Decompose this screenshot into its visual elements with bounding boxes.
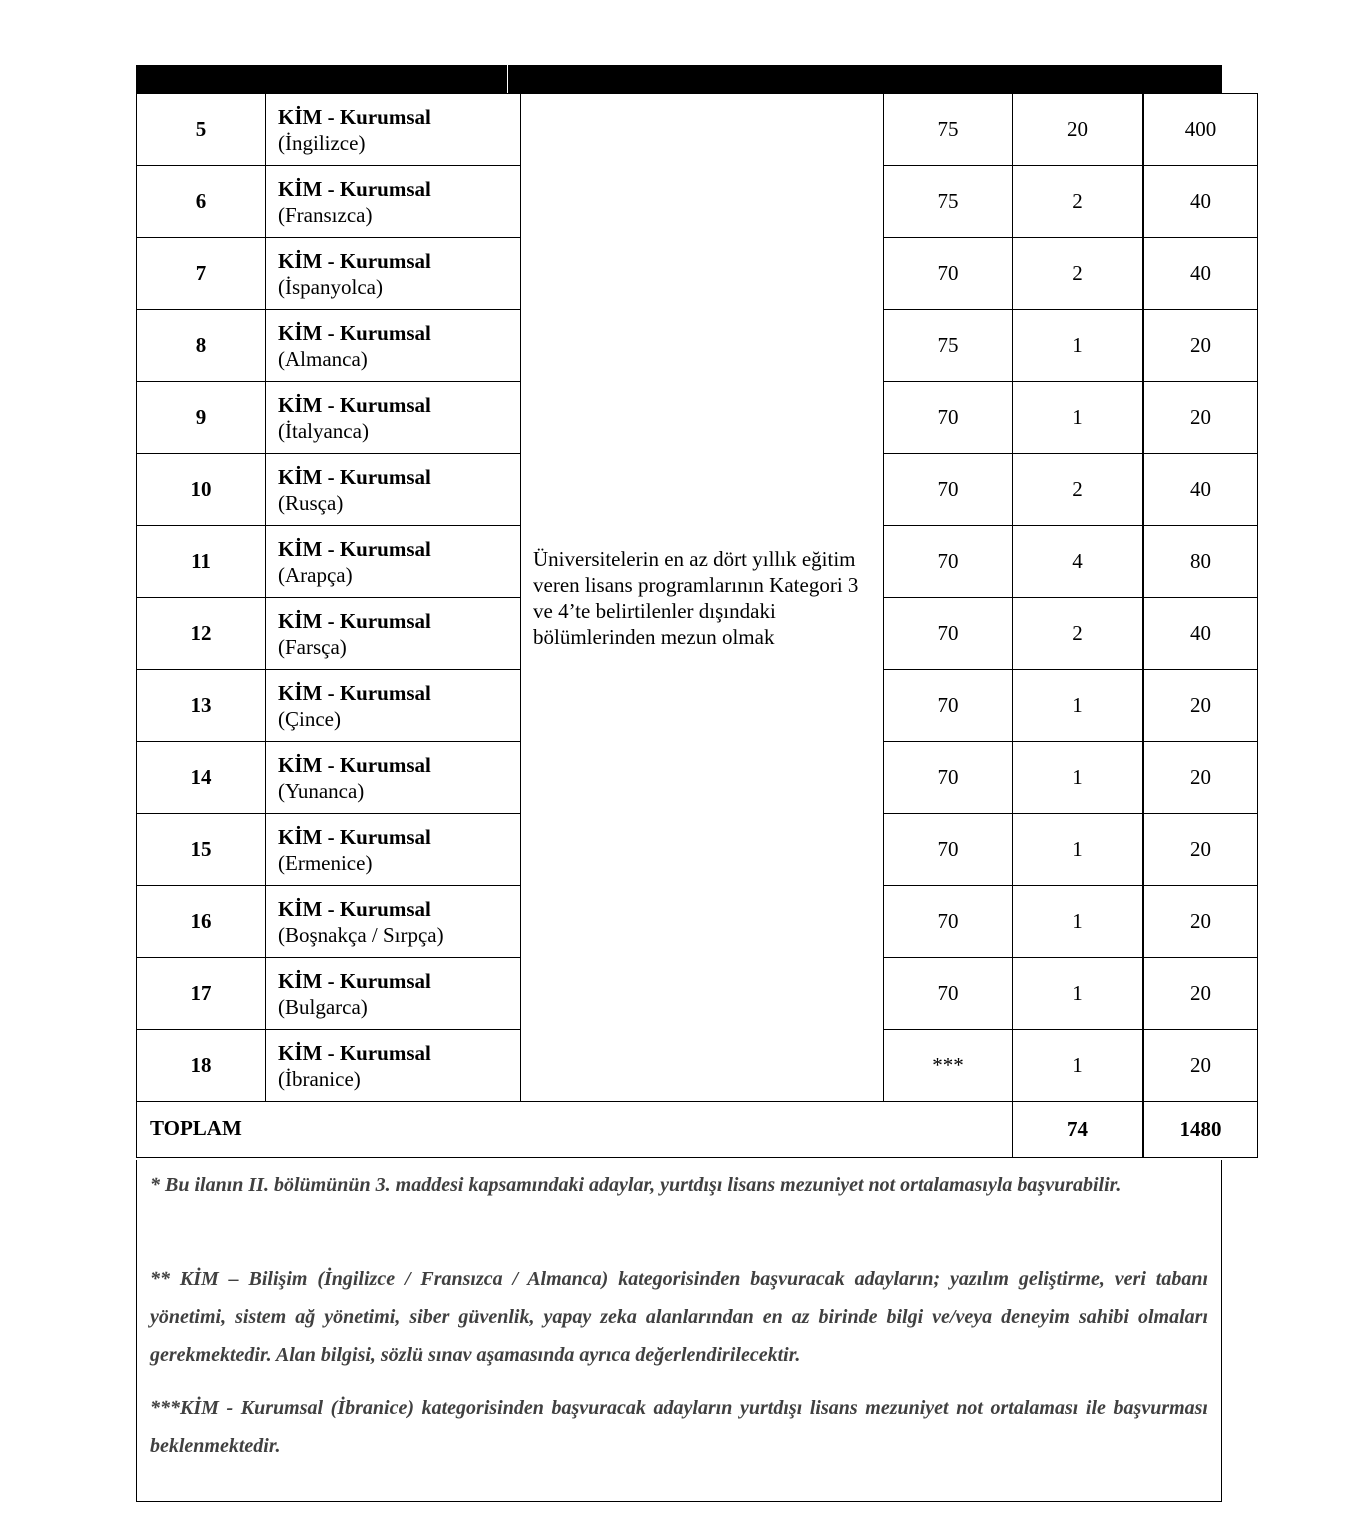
row-number: 18 <box>137 1030 266 1102</box>
candidate-count: 400 <box>1143 94 1258 166</box>
quota: 2 <box>1013 598 1144 670</box>
candidate-count: 20 <box>1143 958 1258 1030</box>
category-language: (Bulgarca) <box>278 994 368 1019</box>
row-number: 13 <box>137 670 266 742</box>
candidate-count: 20 <box>1143 670 1258 742</box>
min-score: 70 <box>884 238 1013 310</box>
category-language: (Farsça) <box>278 634 347 659</box>
category-name: KİM - Kurumsal <box>278 392 431 417</box>
category-name: KİM - Kurumsal <box>278 1040 431 1065</box>
category-name: KİM - Kurumsal <box>278 320 431 345</box>
candidate-count: 40 <box>1143 166 1258 238</box>
quota: 1 <box>1013 886 1144 958</box>
candidate-count: 40 <box>1143 454 1258 526</box>
table-row <box>137 94 1258 166</box>
category-name: KİM - Kurumsal <box>278 752 431 777</box>
category-cell <box>266 958 521 1030</box>
quota: 2 <box>1013 238 1144 310</box>
total-quota: 74 <box>1013 1102 1144 1158</box>
quota: 1 <box>1013 1030 1144 1102</box>
category-language: (Boşnakça / Sırpça) <box>278 922 444 947</box>
category-cell <box>266 742 521 814</box>
quota: 2 <box>1013 166 1144 238</box>
category-cell <box>266 310 521 382</box>
category-language: (Almanca) <box>278 346 368 371</box>
table-header-bar <box>136 65 1222 93</box>
candidate-count: 20 <box>1143 310 1258 382</box>
quota: 1 <box>1013 814 1144 886</box>
quota: 2 <box>1013 454 1144 526</box>
candidate-count: 20 <box>1143 886 1258 958</box>
total-candidates: 1480 <box>1143 1102 1258 1158</box>
min-score: 70 <box>884 526 1013 598</box>
category-cell <box>266 886 521 958</box>
candidate-count: 20 <box>1143 742 1258 814</box>
category-cell <box>266 670 521 742</box>
quota: 20 <box>1013 94 1144 166</box>
row-number: 8 <box>137 310 266 382</box>
candidate-count: 40 <box>1143 598 1258 670</box>
row-number: 16 <box>137 886 266 958</box>
note-3: ***KİM - Kurumsal (İbranice) kategorisinden başvuracak adayların yurtdışı lisans mezuniyet not ortalaması ile başvurması beklenmektedir. <box>150 1397 1208 1457</box>
category-cell <box>266 526 521 598</box>
category-cell <box>266 238 521 310</box>
candidate-count: 20 <box>1143 814 1258 886</box>
category-language: (İspanyolca) <box>278 274 383 299</box>
category-cell <box>266 166 521 238</box>
category-name: KİM - Kurumsal <box>278 248 431 273</box>
min-score: 75 <box>884 310 1013 382</box>
requirement-cell: Üniversitelerin en az dört yıllık eğitim veren lisans programlarının Kategori 3 ve 4’te belirtilenler dışındaki bölümlerinden mezun olmak <box>521 94 884 1102</box>
quota: 4 <box>1013 526 1144 598</box>
quota: 1 <box>1013 382 1144 454</box>
note-1: * Bu ilanın II. bölümünün 3. maddesi kapsamındaki adaylar, yurtdışı lisans mezuniyet not ortalamasıyla başvurabilir. <box>150 1174 1122 1196</box>
min-score: 75 <box>884 94 1013 166</box>
quota: 1 <box>1013 670 1144 742</box>
category-name: KİM - Kurumsal <box>278 608 431 633</box>
category-language: (Çince) <box>278 706 341 731</box>
min-score: 70 <box>884 670 1013 742</box>
min-score: 70 <box>884 886 1013 958</box>
category-language: (Yunanca) <box>278 778 365 803</box>
min-score: *** <box>884 1030 1013 1102</box>
category-language: (İtalyanca) <box>278 418 369 443</box>
category-language: (İbranice) <box>278 1066 361 1091</box>
min-score: 70 <box>884 598 1013 670</box>
candidate-count: 20 <box>1143 382 1258 454</box>
min-score: 70 <box>884 454 1013 526</box>
row-number: 5 <box>137 94 266 166</box>
min-score: 70 <box>884 958 1013 1030</box>
row-number: 7 <box>137 238 266 310</box>
min-score: 70 <box>884 382 1013 454</box>
category-cell <box>266 382 521 454</box>
category-name: KİM - Kurumsal <box>278 464 431 489</box>
category-cell <box>266 94 521 166</box>
row-number: 14 <box>137 742 266 814</box>
category-table <box>136 93 1222 1158</box>
min-score: 70 <box>884 742 1013 814</box>
category-language: (Ermenice) <box>278 850 373 875</box>
category-name: KİM - Kurumsal <box>278 680 431 705</box>
category-name: KİM - Kurumsal <box>278 824 431 849</box>
candidate-count: 80 <box>1143 526 1258 598</box>
quota: 1 <box>1013 310 1144 382</box>
category-name: KİM - Kurumsal <box>278 896 431 921</box>
row-number: 9 <box>137 382 266 454</box>
total-label: TOPLAM <box>137 1102 1013 1158</box>
note-2: ** KİM – Bilişim (İngilizce / Fransızca / Almanca) kategorisinden başvuracak adayların; yazılım geliştirme, veri tabanı yönetimi, sistem ağ yönetimi, siber güvenlik, yapay zeka alanlarından en az birinde bilgi ve/veya deneyim sahibi olmaları gerekmektedir. Alan bilgisi, sözlü sınav aşamasında ayrıca değerlendirilecektir. <box>150 1268 1208 1366</box>
candidate-count: 20 <box>1143 1030 1258 1102</box>
notes-box <box>136 1160 1222 1502</box>
header-divider <box>507 65 508 93</box>
row-number: 11 <box>137 526 266 598</box>
min-score: 75 <box>884 166 1013 238</box>
category-language: (Arapça) <box>278 562 353 587</box>
category-cell <box>266 454 521 526</box>
category-language: (Rusça) <box>278 490 344 515</box>
candidate-count: 40 <box>1143 238 1258 310</box>
row-number: 10 <box>137 454 266 526</box>
category-language: (İngilizce) <box>278 130 366 155</box>
table-body <box>137 94 1258 1158</box>
row-number: 17 <box>137 958 266 1030</box>
row-number: 15 <box>137 814 266 886</box>
row-number: 6 <box>137 166 266 238</box>
category-name: KİM - Kurumsal <box>278 176 431 201</box>
category-name: KİM - Kurumsal <box>278 536 431 561</box>
total-row <box>137 1102 1258 1158</box>
category-name: KİM - Kurumsal <box>278 104 431 129</box>
quota: 1 <box>1013 742 1144 814</box>
category-cell <box>266 814 521 886</box>
category-cell <box>266 598 521 670</box>
row-number: 12 <box>137 598 266 670</box>
category-name: KİM - Kurumsal <box>278 968 431 993</box>
category-language: (Fransızca) <box>278 202 373 227</box>
min-score: 70 <box>884 814 1013 886</box>
category-cell <box>266 1030 521 1102</box>
quota: 1 <box>1013 958 1144 1030</box>
